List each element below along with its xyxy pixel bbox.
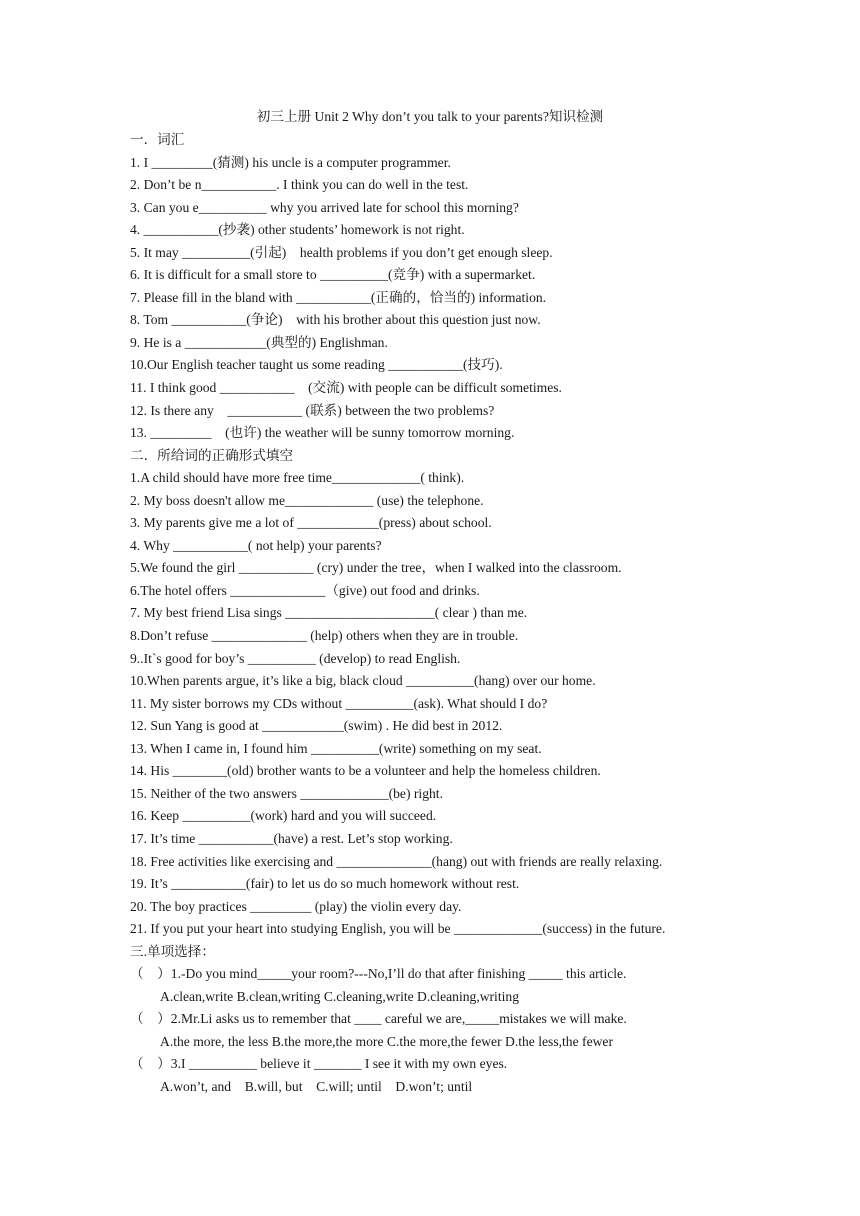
question-line: 4. ___________(抄袭) other students’ homework is not right. <box>130 222 465 238</box>
question-line: 14. His ________(old) brother wants to be a volunteer and help the homeless children. <box>130 763 601 779</box>
question-line: 20. The boy practices _________ (play) the violin every day. <box>130 898 462 914</box>
question-line: 11. My sister borrows my CDs without __________(ask). What should I do? <box>130 695 548 711</box>
question-line: 19. It’s ___________(fair) to let us do so much homework without rest. <box>130 876 520 892</box>
question-line: 15. Neither of the two answers _____________(be) right. <box>130 785 443 801</box>
section-heading: 一．词汇 <box>130 132 185 147</box>
question-line: 10.Our English teacher taught us some reading ___________(技巧). <box>130 357 503 373</box>
section-heading: 二．所给词的正确形式填空 <box>130 447 294 463</box>
question-line: （ ）2.Mr.Li asks us to remember that ____ careful we are,_____mistakes we will make. <box>130 1011 627 1027</box>
question-line: 12. Is there any ___________ (联系) between the two problems? <box>130 402 495 418</box>
question-line: 1. I _________(猜测) his uncle is a computer programmer. <box>130 154 451 170</box>
question-line: 5. It may __________(引起) health problems if you don’t get enough sleep. <box>130 244 553 260</box>
question-line: 12. Sun Yang is good at ____________(swim) . He did best in 2012. <box>130 718 503 734</box>
question-line: 9..It`s good for boy’s __________ (develop) to read English. <box>130 650 461 666</box>
answer-options: A.the more, the less B.the more,the more C.the more,the fewer D.the less,the fewer <box>160 1033 613 1049</box>
exercise-lines <box>130 129 750 1099</box>
question-line: 1.A child should have more free time_____________( think). <box>130 470 465 486</box>
question-line: 6. It is difficult for a small store to __________(竞争) with a supermarket. <box>130 267 536 283</box>
question-line: 16. Keep __________(work) hard and you will succeed. <box>130 808 437 824</box>
question-line: 6.The hotel offers ______________（give) out food and drinks. <box>130 582 480 598</box>
question-line: 3. Can you e__________ why you arrived late for school this morning? <box>130 199 519 215</box>
answer-options: A.clean,write B.clean,writing C.cleaning,write D.cleaning,writing <box>160 988 519 1004</box>
question-line: 18. Free activities like exercising and ______________(hang) out with friends are really relaxing. <box>130 853 663 869</box>
question-line: 8. Tom ___________(争论) with his brother about this question just now. <box>130 312 541 328</box>
question-line: 7. My best friend Lisa sings ______________________( clear ) than me. <box>130 605 528 621</box>
question-line: （ ）3.I __________ believe it _______ I see it with my own eyes. <box>130 1056 508 1072</box>
question-line: （ ）1.-Do you mind_____your room?---No,I’ll do that after finishing _____ this article. <box>130 966 627 982</box>
question-line: 10.When parents argue, it’s like a big, black cloud __________(hang) over our home. <box>130 673 596 689</box>
question-line: 13. When I came in, I found him __________(write) something on my seat. <box>130 740 542 756</box>
question-line: 7. Please fill in the bland with ___________(正确的，恰当的) information. <box>130 289 547 305</box>
question-line: 21. If you put your heart into studying English, you will be _____________(success) in the future. <box>130 921 666 937</box>
section-heading: 三.单项选择： <box>130 943 215 959</box>
question-line: 5.We found the girl ___________ (cry) under the tree，when I walked into the classroom. <box>130 560 622 576</box>
question-line: 8.Don’t refuse ______________ (help) others when they are in trouble. <box>130 628 519 644</box>
question-line: 17. It’s time ___________(have) a rest. Let’s stop working. <box>130 830 453 846</box>
question-line: 2. My boss doesn't allow me_____________ (use) the telephone. <box>130 492 484 508</box>
answer-options: A.won’t, and B.will, but C.will; until D.won’t; until <box>160 1078 473 1094</box>
question-line: 13. _________ (也许) the weather will be sunny tomorrow morning. <box>130 425 515 441</box>
question-line: 4. Why ___________( not help) your parents? <box>130 537 382 553</box>
document-title: 初三上册 Unit 2 Why don’t you talk to your parents?知识检测 <box>256 109 604 124</box>
question-line: 9. He is a ____________(典型的) Englishman. <box>130 334 388 350</box>
question-line: 2. Don’t be n___________. I think you can do well in the test. <box>130 177 469 193</box>
question-line: 11. I think good ___________ (交流) with people can be difficult sometimes. <box>130 380 562 396</box>
question-line: 3. My parents give me a lot of ____________(press) about school. <box>130 515 492 531</box>
